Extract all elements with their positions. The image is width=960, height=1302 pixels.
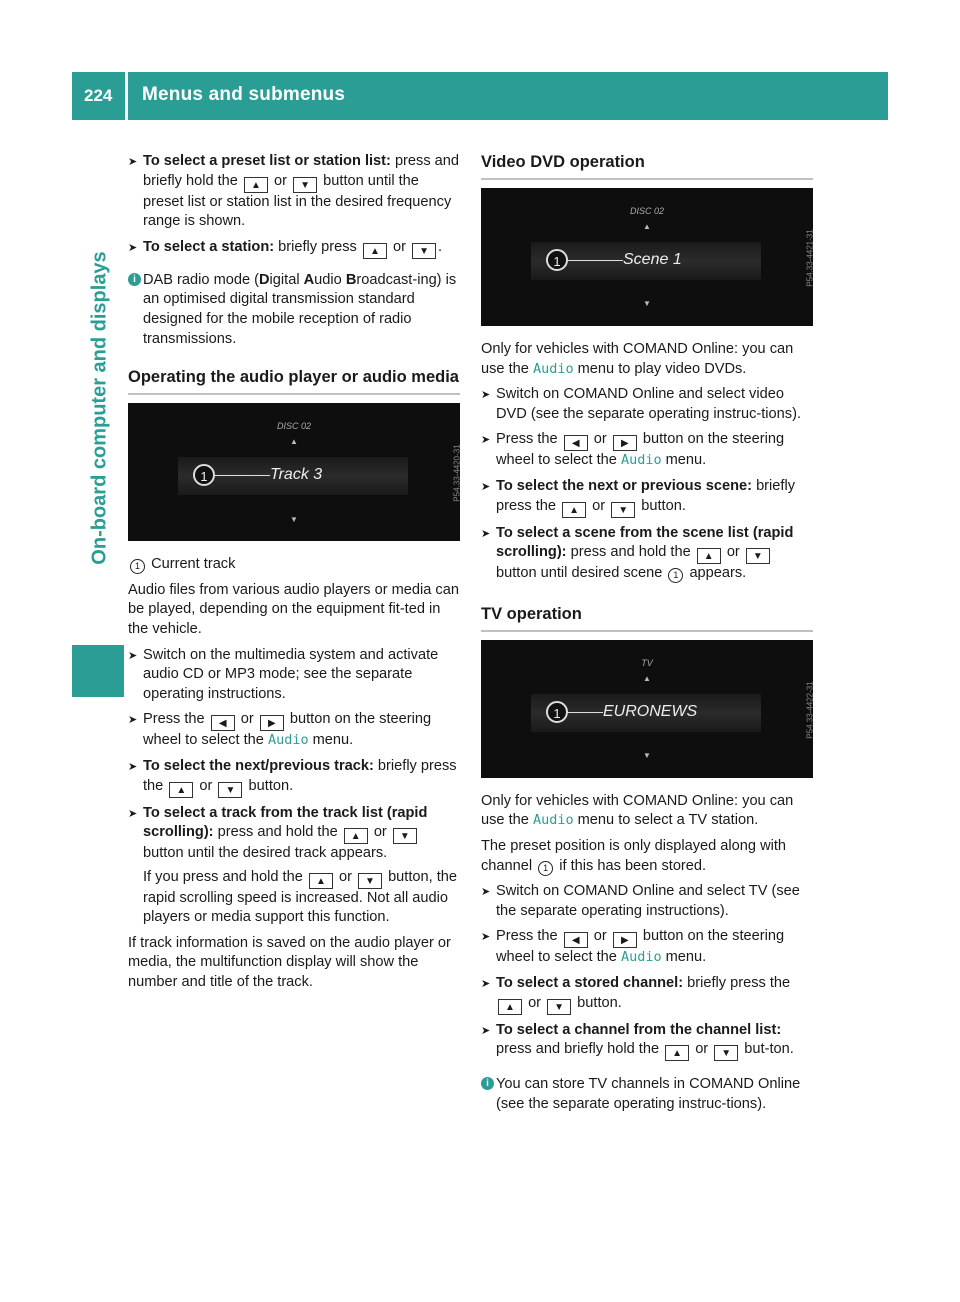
or-text: or: [726, 544, 740, 561]
up-triangle-icon: ▲: [169, 782, 193, 798]
step-text: menu.: [661, 452, 707, 469]
section-heading-video: Video DVD operation: [481, 152, 813, 180]
info-store-channels: [481, 1075, 813, 1114]
or-text: or: [593, 431, 607, 448]
step-heading: To select a scene from the scene list (rapid scrolling):: [496, 524, 794, 561]
display-header: DISC 02: [629, 206, 664, 216]
step-next-previous-track: [128, 757, 460, 798]
arrow-right-icon: ➤: [481, 434, 491, 447]
info-text: D: [259, 271, 270, 288]
arrow-right-icon: ➤: [128, 807, 138, 820]
step-text: button, the rapid scrolling speed is increased. Not all audio players or media support this function.: [143, 868, 458, 926]
up-triangle-icon: ▲: [643, 673, 651, 683]
callout-line: [568, 260, 623, 261]
paragraph-text: Only for vehicles with COMAND Online: you can use the: [481, 341, 794, 377]
step-text: menu.: [308, 732, 354, 749]
info-dab: [128, 271, 460, 349]
or-text: or: [392, 238, 406, 255]
arrow-right-icon: ➤: [481, 389, 491, 402]
menu-name-audio: Audio: [620, 452, 662, 469]
step-press-steering-button: [128, 710, 460, 751]
or-text: or: [274, 172, 288, 189]
step-select-station: [128, 238, 460, 259]
left-column: [128, 152, 460, 999]
down-triangle-icon: ▼: [643, 751, 651, 761]
down-triangle-icon: ▼: [393, 828, 417, 844]
info-icon: i: [128, 273, 141, 286]
up-triangle-icon: ▲: [309, 873, 333, 889]
up-triangle-icon: ▲: [562, 502, 586, 518]
down-triangle-icon: ▼: [293, 177, 317, 193]
step-text: press and hold the: [566, 544, 691, 561]
display-header: TV: [641, 657, 653, 668]
step-text: button on the steering wheel to select the: [496, 928, 785, 966]
paragraph-text: menu to select a TV station.: [573, 812, 759, 829]
arrow-right-icon: ➤: [128, 714, 138, 727]
step-text: briefly press the: [683, 974, 791, 991]
callout-line: [215, 475, 270, 476]
up-triangle-icon: ▲: [498, 999, 522, 1015]
or-text: or: [338, 868, 352, 885]
arrow-right-icon: ➤: [128, 241, 138, 254]
side-tab-marker: [72, 645, 124, 697]
step-note: [143, 868, 460, 928]
header-divider: [125, 72, 128, 120]
step-switch-on-multimedia: [128, 646, 460, 705]
step-press-steering-button: [481, 430, 813, 471]
step-channel-list: [481, 1021, 813, 1062]
callout-number: 1: [546, 249, 568, 271]
callout-number-icon: 1: [130, 559, 145, 574]
arrow-right-icon: ➤: [128, 649, 138, 662]
info-text: DAB radio mode (: [143, 271, 259, 288]
step-text: button.: [577, 994, 622, 1011]
step-next-previous-scene: [481, 477, 813, 518]
paragraph-text: if this has been stored.: [555, 857, 707, 874]
paragraph-text: Only for vehicles with COMAND Online: you can use the: [481, 792, 794, 829]
step-text: button.: [248, 777, 294, 794]
menu-name-audio: Audio: [532, 360, 574, 377]
step-text: briefly press the: [143, 757, 457, 794]
page-title: Menus and submenus: [142, 84, 346, 105]
section-heading-tv: TV operation: [481, 604, 813, 632]
display-screenshot-scene: [481, 188, 813, 326]
up-triangle-icon: ▲: [290, 437, 298, 447]
down-triangle-icon: ▼: [746, 548, 770, 564]
legend-text: Current track: [151, 556, 236, 573]
right-triangle-icon: ▶: [613, 435, 637, 451]
arrow-right-icon: ➤: [481, 527, 491, 540]
legend-item: [128, 555, 460, 575]
arrow-right-icon: ➤: [481, 977, 491, 990]
or-text: or: [373, 824, 387, 841]
paragraph-text: menu to play video DVDs.: [573, 360, 747, 377]
arrow-right-icon: ➤: [481, 931, 491, 944]
step-switch-on-comand-dvd: [481, 385, 813, 424]
image-reference: P54.33-4422-31: [805, 681, 815, 739]
step-track-list-scrolling: [128, 804, 460, 928]
info-text: You can store TV channels in COMAND Online (see the separate operating instruc-tions).: [496, 1076, 801, 1112]
page-number: 224: [84, 86, 113, 105]
step-text: but-ton.: [744, 1041, 794, 1058]
step-text: press and hold the: [213, 824, 338, 841]
step-heading: To select a preset list or station list:: [143, 153, 391, 169]
step-scene-list-scrolling: [481, 524, 813, 584]
step-text: Switch on the multimedia system and activate audio CD or MP3 mode; see the separate operating instructions.: [143, 646, 439, 702]
step-text: button on the steering wheel to select the: [143, 711, 432, 749]
display-header: DISC 02: [276, 421, 311, 432]
right-triangle-icon: ▶: [260, 715, 284, 731]
step-text: press and briefly hold the: [143, 153, 460, 189]
down-triangle-icon: ▼: [358, 873, 382, 889]
paragraph: [481, 792, 813, 831]
image-reference: P54.33-4420-31: [452, 444, 462, 502]
step-text: Press the: [496, 928, 558, 945]
paragraph: [481, 340, 813, 379]
step-text: Switch on COMAND Online and select video DVD (see the separate operating instruc-tions).: [496, 386, 801, 422]
display-screenshot-track: [128, 403, 460, 541]
or-text: or: [695, 1041, 709, 1058]
up-triangle-icon: ▲: [665, 1045, 689, 1061]
display-screenshot-tv: [481, 640, 813, 778]
paragraph-text: The preset position is only displayed along with channel: [481, 837, 787, 874]
down-triangle-icon: ▼: [714, 1045, 738, 1061]
down-triangle-icon: ▼: [290, 514, 298, 524]
left-triangle-icon: ◀: [564, 932, 588, 948]
step-text: Switch on COMAND Online and select TV (see the separate operating instructions).: [496, 883, 800, 919]
arrow-right-icon: ➤: [128, 156, 138, 168]
left-triangle-icon: ◀: [211, 715, 235, 731]
up-triangle-icon: ▲: [244, 177, 268, 193]
image-reference: P54.33-4421-31: [805, 229, 815, 287]
up-triangle-icon: ▲: [697, 548, 721, 564]
section-heading-audio: Operating the audio player or audio media: [128, 367, 460, 395]
paragraph: Audio files from various audio players or media can be played, depending on the equipment fit-ted in the vehicle.: [128, 581, 459, 637]
menu-name-audio: Audio: [620, 949, 662, 966]
arrow-right-icon: ➤: [128, 760, 138, 773]
callout-number: 1: [546, 701, 568, 723]
display-current-item: EURONEWS: [603, 702, 698, 720]
step-heading: To select a track from the track list (rapid scrolling):: [143, 804, 428, 841]
down-triangle-icon: ▼: [547, 999, 571, 1015]
up-triangle-icon: ▲: [643, 222, 651, 231]
step-text: Press the: [143, 711, 205, 728]
step-text: If you press and hold the: [143, 868, 303, 885]
step-text: button.: [641, 497, 686, 514]
callout-line: [568, 712, 603, 713]
right-column: [481, 152, 813, 1120]
step-heading: To select the next/previous track:: [143, 757, 374, 774]
step-heading: To select a stored channel:: [496, 974, 684, 991]
callout-number-icon: 1: [538, 861, 553, 876]
step-select-preset-list: [128, 152, 460, 232]
or-text: or: [593, 928, 607, 945]
callout-number: 1: [193, 464, 215, 486]
info-text: roadcast-ing) is an optimised digital transmission standard designed for the mobile reception of radio transmissions.: [143, 271, 457, 347]
or-text: or: [592, 497, 606, 514]
up-triangle-icon: ▲: [344, 828, 368, 844]
paragraph: [481, 837, 813, 876]
step-heading: To select the next or previous scene:: [496, 477, 753, 494]
down-triangle-icon: ▼: [643, 299, 651, 309]
arrow-right-icon: ➤: [481, 1024, 491, 1037]
arrow-right-icon: ➤: [481, 886, 491, 899]
step-text: briefly press: [274, 238, 357, 255]
info-text: B: [345, 271, 357, 288]
step-heading: To select a station:: [143, 238, 275, 255]
display-current-item: Scene 1: [623, 251, 682, 268]
callout-number-icon: 1: [668, 568, 683, 583]
step-text: appears.: [685, 565, 747, 582]
step-text: button on the steering wheel to select the: [496, 431, 785, 469]
or-text: or: [528, 994, 542, 1011]
step-switch-on-comand-tv: [481, 882, 813, 921]
info-text: igital: [269, 271, 304, 288]
down-triangle-icon: ▼: [611, 502, 635, 518]
step-text: press and briefly hold the: [496, 1041, 660, 1058]
info-text: A: [303, 271, 315, 288]
down-triangle-icon: ▼: [218, 782, 242, 798]
step-text: button until the preset list or station list in the desired frequency range is shown.: [143, 172, 452, 230]
menu-name-audio: Audio: [532, 812, 574, 829]
or-text: or: [240, 711, 254, 728]
down-triangle-icon: ▼: [412, 243, 436, 259]
step-heading: To select a channel from the channel list:: [496, 1021, 782, 1038]
info-text: udio: [314, 271, 346, 288]
arrow-right-icon: ➤: [481, 480, 491, 493]
left-triangle-icon: ◀: [564, 435, 588, 451]
info-icon: i: [481, 1077, 494, 1090]
or-text: or: [199, 777, 213, 794]
display-current-item: Track 3: [270, 466, 323, 484]
right-triangle-icon: ▶: [613, 932, 637, 948]
step-press-steering-button: [481, 927, 813, 968]
side-tab-label: On-board computer and displays: [88, 251, 111, 565]
step-text: button until the desired track appears.: [143, 845, 388, 862]
step-text: menu.: [661, 949, 707, 966]
up-triangle-icon: ▲: [363, 243, 387, 259]
step-text: briefly press the: [496, 477, 795, 514]
menu-name-audio: Audio: [267, 732, 309, 749]
step-text: button until desired scene: [496, 565, 663, 582]
step-stored-channel: [481, 974, 813, 1015]
step-text: Press the: [496, 431, 558, 448]
paragraph: If track information is saved on the audio player or media, the multifunction display will show the number and title of the track.: [128, 934, 451, 991]
step-text: .: [438, 238, 443, 255]
